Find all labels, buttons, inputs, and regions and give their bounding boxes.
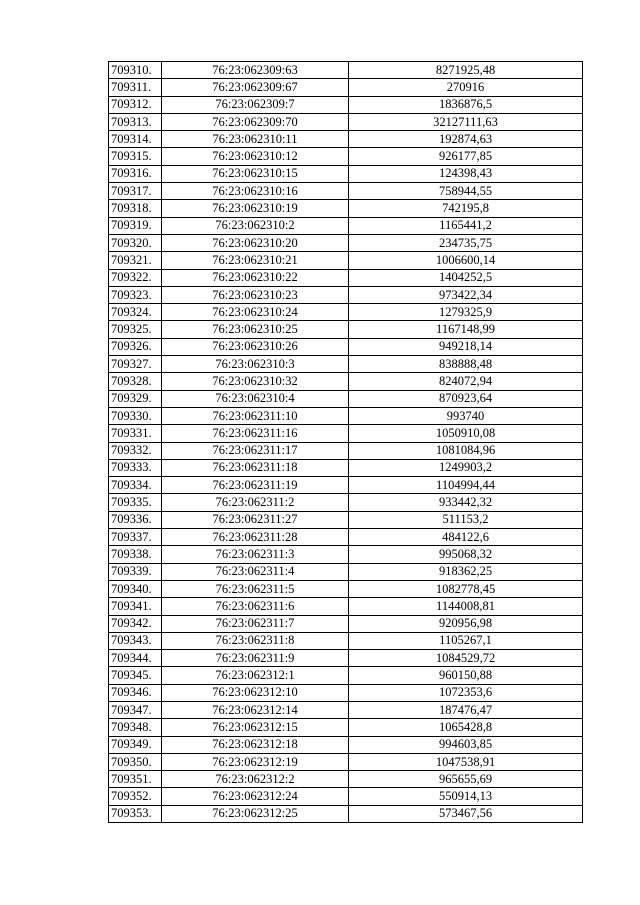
cadastral-number-cell: 76:23:062311:4	[162, 563, 349, 580]
table-row	[109, 234, 583, 251]
table-row	[109, 113, 583, 130]
cadastral-number-cell: 76:23:062311:28	[162, 529, 349, 546]
table-row	[109, 546, 583, 563]
table-row	[109, 338, 583, 355]
table-body	[109, 62, 583, 823]
cadastral-number-cell: 76:23:062311:6	[162, 598, 349, 615]
cadastral-number-cell: 76:23:062310:16	[162, 183, 349, 200]
row-number-cell: 709336.	[109, 511, 162, 528]
cadastral-number-cell: 76:23:062312:14	[162, 701, 349, 718]
cadastral-number-cell: 76:23:062311:10	[162, 407, 349, 424]
value-cell: 960150,88	[349, 667, 583, 684]
row-number-cell: 709321.	[109, 252, 162, 269]
value-cell: 1050910,08	[349, 425, 583, 442]
value-cell: 1081084,96	[349, 442, 583, 459]
table-row	[109, 477, 583, 494]
table-row	[109, 200, 583, 217]
value-cell: 1144008,81	[349, 598, 583, 615]
table-row	[109, 529, 583, 546]
table-row	[109, 580, 583, 597]
row-number-cell: 709316.	[109, 165, 162, 182]
table-row	[109, 494, 583, 511]
table-row	[109, 459, 583, 476]
cadastral-number-cell: 76:23:062310:25	[162, 321, 349, 338]
value-cell: 742195,8	[349, 200, 583, 217]
row-number-cell: 709323.	[109, 286, 162, 303]
table-row	[109, 373, 583, 390]
row-number-cell: 709346.	[109, 684, 162, 701]
table-row	[109, 684, 583, 701]
row-number-cell: 709334.	[109, 477, 162, 494]
table-row	[109, 252, 583, 269]
value-cell: 124398,43	[349, 165, 583, 182]
row-number-cell: 709337.	[109, 529, 162, 546]
value-cell: 1084529,72	[349, 650, 583, 667]
row-number-cell: 709342.	[109, 615, 162, 632]
value-cell: 192874,63	[349, 131, 583, 148]
cadastral-number-cell: 76:23:062310:21	[162, 252, 349, 269]
table-row	[109, 131, 583, 148]
cadastral-number-cell: 76:23:062310:2	[162, 217, 349, 234]
table-row	[109, 183, 583, 200]
value-cell: 1047538,91	[349, 753, 583, 770]
row-number-cell: 709315.	[109, 148, 162, 165]
cadastral-number-cell: 76:23:062310:12	[162, 148, 349, 165]
value-cell: 1105267,1	[349, 632, 583, 649]
row-number-cell: 709350.	[109, 753, 162, 770]
table-row	[109, 269, 583, 286]
row-number-cell: 709326.	[109, 338, 162, 355]
row-number-cell: 709343.	[109, 632, 162, 649]
cadastral-number-cell: 76:23:062309:7	[162, 96, 349, 113]
row-number-cell: 709335.	[109, 494, 162, 511]
cadastral-number-cell: 76:23:062311:27	[162, 511, 349, 528]
value-cell: 965655,69	[349, 771, 583, 788]
row-number-cell: 709314.	[109, 131, 162, 148]
table-row	[109, 632, 583, 649]
cadastral-number-cell: 76:23:062311:5	[162, 580, 349, 597]
value-cell: 1104994,44	[349, 477, 583, 494]
cadastral-number-cell: 76:23:062310:4	[162, 390, 349, 407]
table-row	[109, 62, 583, 79]
table-row	[109, 96, 583, 113]
value-cell: 573467,56	[349, 805, 583, 822]
value-cell: 1167148,99	[349, 321, 583, 338]
cadastral-number-cell: 76:23:062310:11	[162, 131, 349, 148]
cadastral-number-cell: 76:23:062310:26	[162, 338, 349, 355]
cadastral-number-cell: 76:23:062310:22	[162, 269, 349, 286]
value-cell: 920956,98	[349, 615, 583, 632]
value-cell: 1065428,8	[349, 719, 583, 736]
row-number-cell: 709332.	[109, 442, 162, 459]
value-cell: 1404252,5	[349, 269, 583, 286]
value-cell: 949218,14	[349, 338, 583, 355]
value-cell: 8271925,48	[349, 62, 583, 79]
cadastral-number-cell: 76:23:062311:7	[162, 615, 349, 632]
value-cell: 234735,75	[349, 234, 583, 251]
table-row	[109, 442, 583, 459]
row-number-cell: 709339.	[109, 563, 162, 580]
cadastral-number-cell: 76:23:062309:63	[162, 62, 349, 79]
row-number-cell: 709341.	[109, 598, 162, 615]
row-number-cell: 709325.	[109, 321, 162, 338]
value-cell: 824072,94	[349, 373, 583, 390]
value-cell: 550914,13	[349, 788, 583, 805]
row-number-cell: 709322.	[109, 269, 162, 286]
cadastral-number-cell: 76:23:062309:67	[162, 79, 349, 96]
row-number-cell: 709347.	[109, 701, 162, 718]
row-number-cell: 709348.	[109, 719, 162, 736]
cadastral-number-cell: 76:23:062312:25	[162, 805, 349, 822]
table-row	[109, 719, 583, 736]
row-number-cell: 709340.	[109, 580, 162, 597]
row-number-cell: 709320.	[109, 234, 162, 251]
row-number-cell: 709338.	[109, 546, 162, 563]
row-number-cell: 709311.	[109, 79, 162, 96]
value-cell: 1082778,45	[349, 580, 583, 597]
table-row	[109, 771, 583, 788]
cadastral-value-table	[108, 61, 583, 823]
row-number-cell: 709351.	[109, 771, 162, 788]
row-number-cell: 709352.	[109, 788, 162, 805]
cadastral-number-cell: 76:23:062311:19	[162, 477, 349, 494]
value-cell: 1836876,5	[349, 96, 583, 113]
value-cell: 993740	[349, 407, 583, 424]
row-number-cell: 709331.	[109, 425, 162, 442]
row-number-cell: 709313.	[109, 113, 162, 130]
table-row	[109, 286, 583, 303]
table-row	[109, 148, 583, 165]
value-cell: 511153,2	[349, 511, 583, 528]
table-row	[109, 650, 583, 667]
row-number-cell: 709328.	[109, 373, 162, 390]
table-row	[109, 615, 583, 632]
row-number-cell: 709349.	[109, 736, 162, 753]
table-row	[109, 304, 583, 321]
table-row	[109, 805, 583, 822]
cadastral-number-cell: 76:23:062311:3	[162, 546, 349, 563]
cadastral-number-cell: 76:23:062311:16	[162, 425, 349, 442]
row-number-cell: 709353.	[109, 805, 162, 822]
value-cell: 838888,48	[349, 356, 583, 373]
value-cell: 484122,6	[349, 529, 583, 546]
cadastral-number-cell: 76:23:062310:19	[162, 200, 349, 217]
table-row	[109, 736, 583, 753]
value-cell: 1249903,2	[349, 459, 583, 476]
value-cell: 1279325,9	[349, 304, 583, 321]
row-number-cell: 709317.	[109, 183, 162, 200]
cadastral-number-cell: 76:23:062311:9	[162, 650, 349, 667]
table-row	[109, 217, 583, 234]
cadastral-number-cell: 76:23:062310:3	[162, 356, 349, 373]
row-number-cell: 709327.	[109, 356, 162, 373]
table-row	[109, 407, 583, 424]
value-cell: 1165441,2	[349, 217, 583, 234]
table-row	[109, 788, 583, 805]
row-number-cell: 709324.	[109, 304, 162, 321]
row-number-cell: 709312.	[109, 96, 162, 113]
cadastral-number-cell: 76:23:062310:20	[162, 234, 349, 251]
table-row	[109, 667, 583, 684]
row-number-cell: 709310.	[109, 62, 162, 79]
cadastral-number-cell: 76:23:062311:8	[162, 632, 349, 649]
row-number-cell: 709330.	[109, 407, 162, 424]
cadastral-number-cell: 76:23:062309:70	[162, 113, 349, 130]
row-number-cell: 709333.	[109, 459, 162, 476]
table-row	[109, 356, 583, 373]
value-cell: 870923,64	[349, 390, 583, 407]
cadastral-number-cell: 76:23:062310:23	[162, 286, 349, 303]
row-number-cell: 709329.	[109, 390, 162, 407]
value-cell: 995068,32	[349, 546, 583, 563]
cadastral-number-cell: 76:23:062312:1	[162, 667, 349, 684]
cadastral-number-cell: 76:23:062312:15	[162, 719, 349, 736]
value-cell: 1006600,14	[349, 252, 583, 269]
cadastral-number-cell: 76:23:062310:15	[162, 165, 349, 182]
row-number-cell: 709344.	[109, 650, 162, 667]
cadastral-number-cell: 76:23:062312:18	[162, 736, 349, 753]
cadastral-number-cell: 76:23:062312:19	[162, 753, 349, 770]
table-row	[109, 79, 583, 96]
value-cell: 270916	[349, 79, 583, 96]
cadastral-number-cell: 76:23:062311:2	[162, 494, 349, 511]
value-cell: 994603,85	[349, 736, 583, 753]
row-number-cell: 709318.	[109, 200, 162, 217]
value-cell: 933442,32	[349, 494, 583, 511]
value-cell: 187476,47	[349, 701, 583, 718]
row-number-cell: 709319.	[109, 217, 162, 234]
value-cell: 973422,34	[349, 286, 583, 303]
value-cell: 758944,55	[349, 183, 583, 200]
value-cell: 918362,25	[349, 563, 583, 580]
row-number-cell: 709345.	[109, 667, 162, 684]
table-row	[109, 425, 583, 442]
value-cell: 32127111,63	[349, 113, 583, 130]
cadastral-number-cell: 76:23:062310:24	[162, 304, 349, 321]
table-row	[109, 165, 583, 182]
value-cell: 926177,85	[349, 148, 583, 165]
table-row	[109, 390, 583, 407]
table-row	[109, 321, 583, 338]
cadastral-number-cell: 76:23:062312:24	[162, 788, 349, 805]
cadastral-number-cell: 76:23:062312:10	[162, 684, 349, 701]
table-row	[109, 753, 583, 770]
table-row	[109, 511, 583, 528]
cadastral-number-cell: 76:23:062310:32	[162, 373, 349, 390]
table-row	[109, 598, 583, 615]
value-cell: 1072353,6	[349, 684, 583, 701]
cadastral-number-cell: 76:23:062311:17	[162, 442, 349, 459]
table-row	[109, 563, 583, 580]
cadastral-number-cell: 76:23:062312:2	[162, 771, 349, 788]
cadastral-number-cell: 76:23:062311:18	[162, 459, 349, 476]
table-row	[109, 701, 583, 718]
